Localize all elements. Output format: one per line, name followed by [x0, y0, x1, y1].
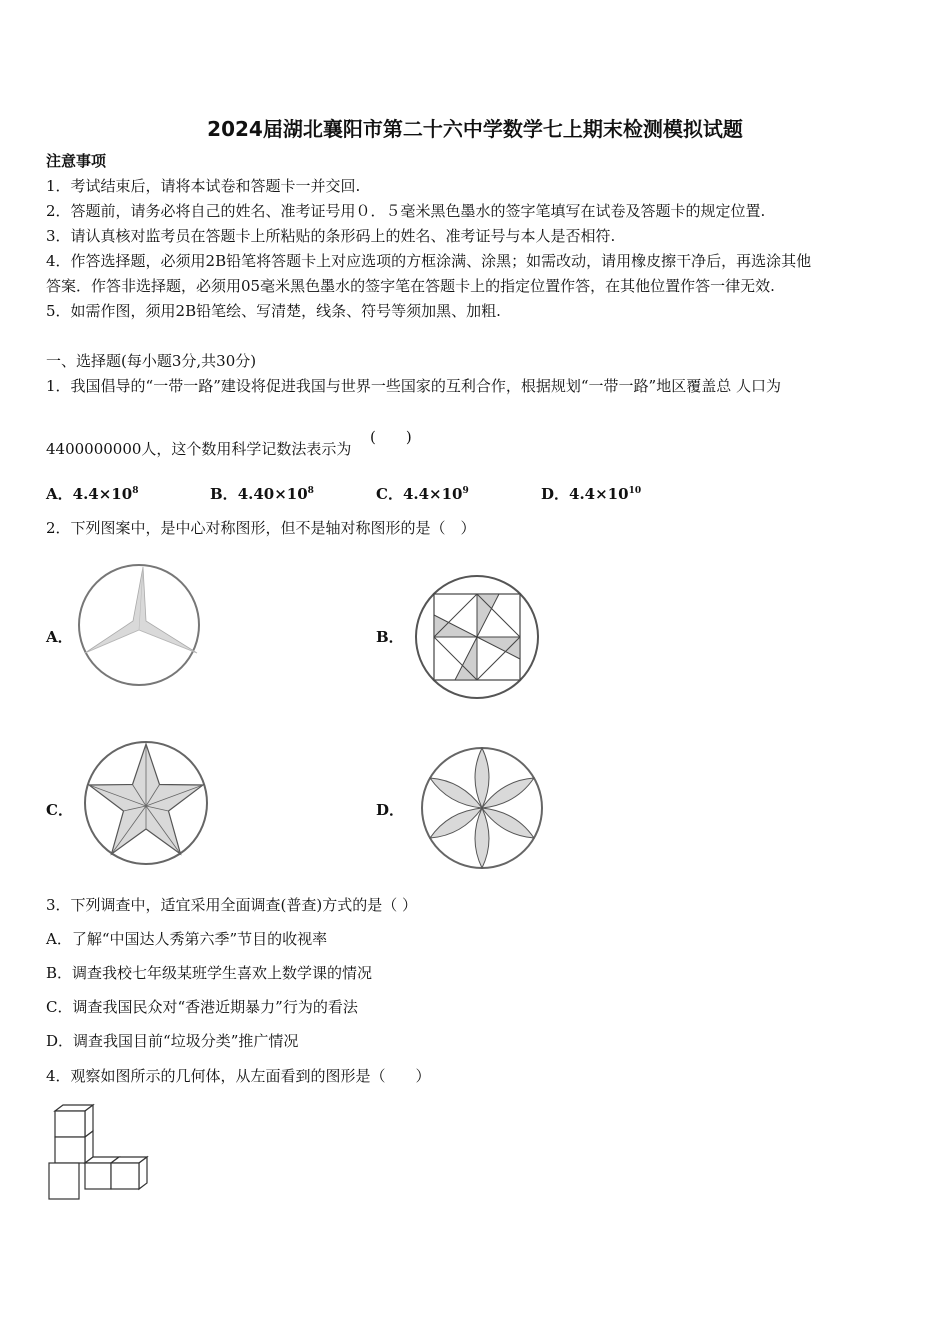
three-pointed-star-figure	[77, 563, 201, 687]
cube-stack-figure	[46, 1102, 150, 1202]
option-base: 4.40×10	[237, 485, 308, 503]
question-1-line1: 1．我国倡导的“一带一路”建设将促进我国与世界一些国家的互利合作，根据规划“一带一路”地区覆盖总 人口为	[46, 377, 781, 395]
q1-option-c[interactable]	[376, 484, 469, 504]
option-label: C．	[376, 485, 403, 503]
option-label: B．	[210, 485, 238, 503]
notice-heading: 注意事项	[46, 152, 107, 170]
notice-item: 4．作答选择题，必须用2B铅笔将答题卡上对应选项的方框涂满、涂黑；如需改动，请用橡皮擦干净后，再选涂其他	[46, 252, 812, 270]
q2-option-a-label[interactable]: A．	[46, 628, 73, 646]
question-1-line2: 4400000000人，这个数用科学记数法表示为	[46, 440, 352, 458]
q1-option-d[interactable]	[541, 484, 641, 504]
page-title: 2024届湖北襄阳市第二十六中学数学七上期末检测模拟试题	[207, 117, 743, 141]
question-2-stem: 2．下列图案中，是中心对称图形，但不是轴对称图形的是（ ）	[46, 519, 476, 537]
notice-item: 5．如需作图，须用2B铅笔绘、写清楚，线条、符号等须加黑、加粗.	[46, 302, 501, 320]
q3-option-b[interactable]: B．调查我校七年级某班学生喜欢上数学课的情况	[46, 964, 373, 982]
notice-item: 2．答题前，请务必将自己的姓名、准考证号用０．５毫米黑色墨水的签字笔填写在试卷及答题卡的规定位置.	[46, 202, 766, 220]
q3-option-d[interactable]: D．调查我国目前“垃圾分类”推广情况	[46, 1032, 299, 1050]
notice-item: 3．请认真核对监考员在答题卡上所粘贴的条形码上的姓名、准考证号与本人是否相符.	[46, 227, 616, 245]
five-pointed-star-figure	[82, 740, 210, 866]
q1-option-b[interactable]	[210, 484, 314, 504]
q1-option-a[interactable]	[46, 484, 138, 504]
option-exp: 10	[628, 486, 642, 496]
question-3-stem: 3．下列调查中，适宜采用全面调查(普查)方式的是（ ）	[46, 896, 418, 914]
option-exp: 9	[462, 486, 469, 496]
option-label: A．	[46, 485, 73, 503]
q3-option-c[interactable]: C．调查我国民众对“香港近期暴力”行为的看法	[46, 998, 358, 1016]
question-1-paren: ( )	[370, 428, 412, 446]
q2-option-b-label[interactable]: B．	[376, 628, 404, 646]
option-exp: 8	[132, 486, 139, 496]
q2-option-c-label[interactable]: C．	[46, 801, 73, 819]
option-exp: 8	[307, 486, 314, 496]
pinwheel-figure	[414, 574, 540, 700]
question-4-stem: 4．观察如图所示的几何体，从左面看到的图形是（ ）	[46, 1067, 431, 1085]
six-petal-flower-figure	[420, 746, 544, 870]
section-heading: 一、选择题(每小题3分,共30分)	[46, 352, 257, 370]
option-base: 4.4×10	[72, 485, 133, 503]
q2-option-d-label[interactable]: D．	[376, 801, 405, 819]
option-base: 4.4×10	[402, 485, 463, 503]
option-label: D．	[541, 485, 570, 503]
notice-item: 1．考试结束后，请将本试卷和答题卡一并交回.	[46, 177, 361, 195]
notice-item: 答案．作答非选择题，必须用05毫米黑色墨水的签字笔在答题卡上的指定位置作答，在其他位置作答一律无效.	[46, 277, 775, 295]
option-base: 4.4×10	[569, 485, 629, 503]
q3-option-a[interactable]: A．了解“中国达人秀第六季”节目的收视率	[46, 930, 328, 948]
